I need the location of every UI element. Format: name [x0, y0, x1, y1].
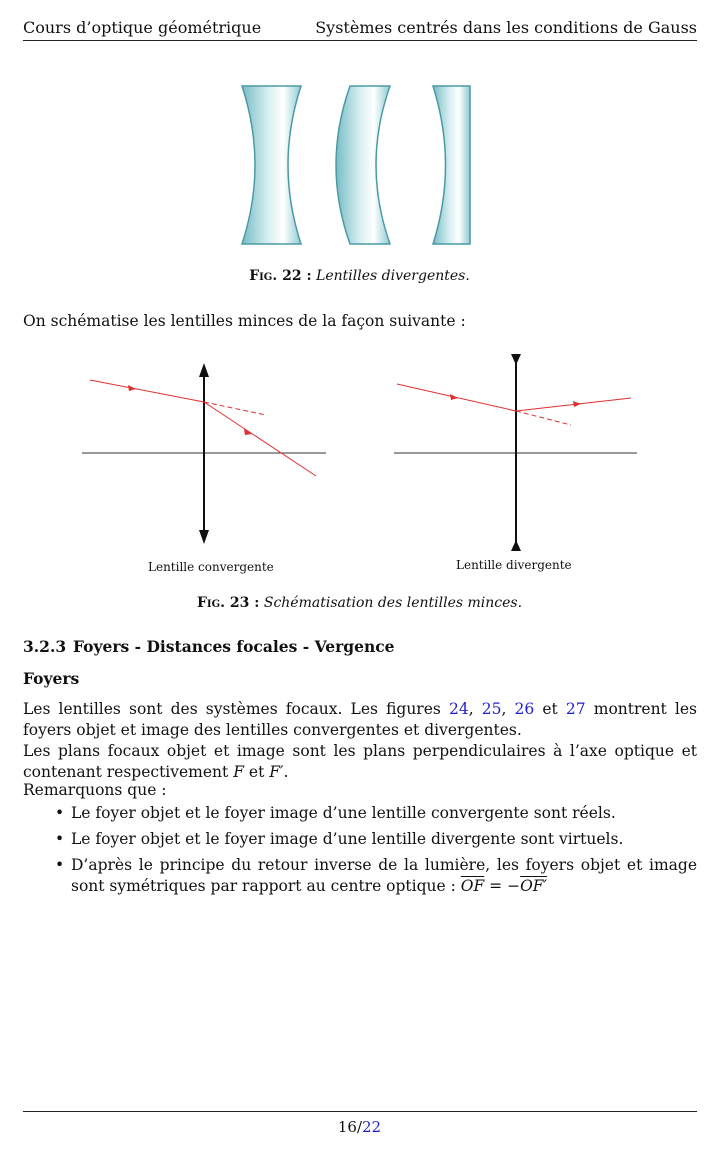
intro-paragraph: On schématise les lentilles minces de la façon suivante :	[23, 312, 466, 330]
figure-23-caption	[0, 595, 719, 611]
focus-object-symbol: F	[233, 763, 244, 781]
focus-image-symbol: F′	[269, 763, 284, 781]
paragraph-remarquons: Remarquons que :	[23, 781, 167, 799]
converging-arrow-top	[199, 363, 209, 377]
list-item-text: D’après le principe du retour inverse de la lumière, les foyers objet et image sont symétriques par rapport au centre optique :	[71, 856, 697, 895]
figure-ref-27[interactable]: 27	[565, 700, 586, 718]
diverging-lens-label: Lentille divergente	[456, 558, 572, 572]
figure-ref-26[interactable]: 26	[514, 700, 535, 718]
list-item	[23, 829, 697, 850]
list-item-text: Le foyer objet et le foyer image d’une lentille divergente sont virtuels.	[71, 830, 624, 848]
running-header-right: Systèmes centrés dans les conditions de Gauss	[315, 18, 697, 37]
current-page: 16/	[337, 1118, 363, 1136]
paragraph-text: et	[243, 763, 270, 781]
refracted-arrow-right	[573, 401, 581, 407]
vector-ofprime: OF′	[520, 877, 548, 895]
running-header-left: Cours d’optique géométrique	[23, 18, 262, 37]
refracted-ray-right	[516, 398, 631, 411]
paragraph-text: Les plans focaux objet et image sont les plans perpendiculaires à l’axe optique et contenant respectivement	[23, 742, 697, 781]
separator: ,	[501, 700, 515, 718]
converging-arrow-bottom	[199, 530, 209, 544]
paragraph-foyers	[23, 699, 697, 741]
dashed-extension-right	[516, 411, 571, 425]
incident-arrow-left	[128, 385, 136, 391]
list-item	[23, 803, 697, 824]
paragraph-text: montrent les foyers objet et image des lentilles convergentes et divergentes.	[23, 700, 697, 739]
diverging-arrow-bottom	[511, 540, 521, 551]
header-divider	[23, 40, 697, 41]
refracted-arrow-left	[244, 429, 252, 435]
remarks-list	[23, 803, 697, 902]
section-number: 3.2.3	[23, 637, 67, 656]
paragraph-text: Les lentilles sont des systèmes focaux. Les figures	[23, 700, 449, 718]
paragraph-text: .	[283, 763, 289, 781]
diverging-arrow-top	[511, 354, 521, 365]
paragraph-plans-focaux	[23, 741, 697, 783]
figure-22-caption	[0, 268, 719, 284]
incident-arrow-right	[450, 394, 458, 400]
incident-ray-left	[90, 380, 204, 402]
footer-divider	[23, 1111, 697, 1112]
converging-lens-label: Lentille convergente	[148, 560, 274, 574]
figure-23-label: Fig. 23 :	[196, 595, 260, 611]
figure-22-label: Fig. 22 :	[249, 268, 312, 284]
section-heading	[23, 637, 395, 656]
list-item-text: Le foyer objet et le foyer image d’une lentille convergente sont réels.	[71, 804, 616, 822]
refracted-ray-left	[204, 402, 316, 476]
bullet-icon: •	[55, 804, 65, 822]
bullet-icon: •	[55, 856, 65, 874]
separator: ,	[468, 700, 482, 718]
figure-23-text: Schématisation des lentilles minces.	[263, 595, 523, 611]
figure-ref-24[interactable]: 24	[448, 700, 469, 718]
vector-of: $\overline{OF}$	[460, 877, 485, 895]
meniscus-lens	[336, 86, 390, 244]
page-number	[0, 1118, 719, 1136]
total-pages-link[interactable]: 22	[362, 1118, 382, 1136]
plano-concave-lens	[433, 86, 470, 244]
equation-operator: = −	[484, 877, 521, 895]
figure-23-schematic	[0, 345, 719, 560]
list-item	[23, 855, 697, 897]
figure-22-lenses	[230, 80, 490, 250]
separator: et	[534, 700, 566, 718]
subsection-heading: Foyers	[23, 669, 80, 688]
bullet-icon: •	[55, 830, 65, 848]
section-title: Foyers - Distances focales - Vergence	[73, 637, 395, 656]
biconcave-lens	[242, 86, 301, 244]
figure-22-text: Lentilles divergentes.	[316, 268, 470, 284]
figure-ref-25[interactable]: 25	[481, 700, 502, 718]
